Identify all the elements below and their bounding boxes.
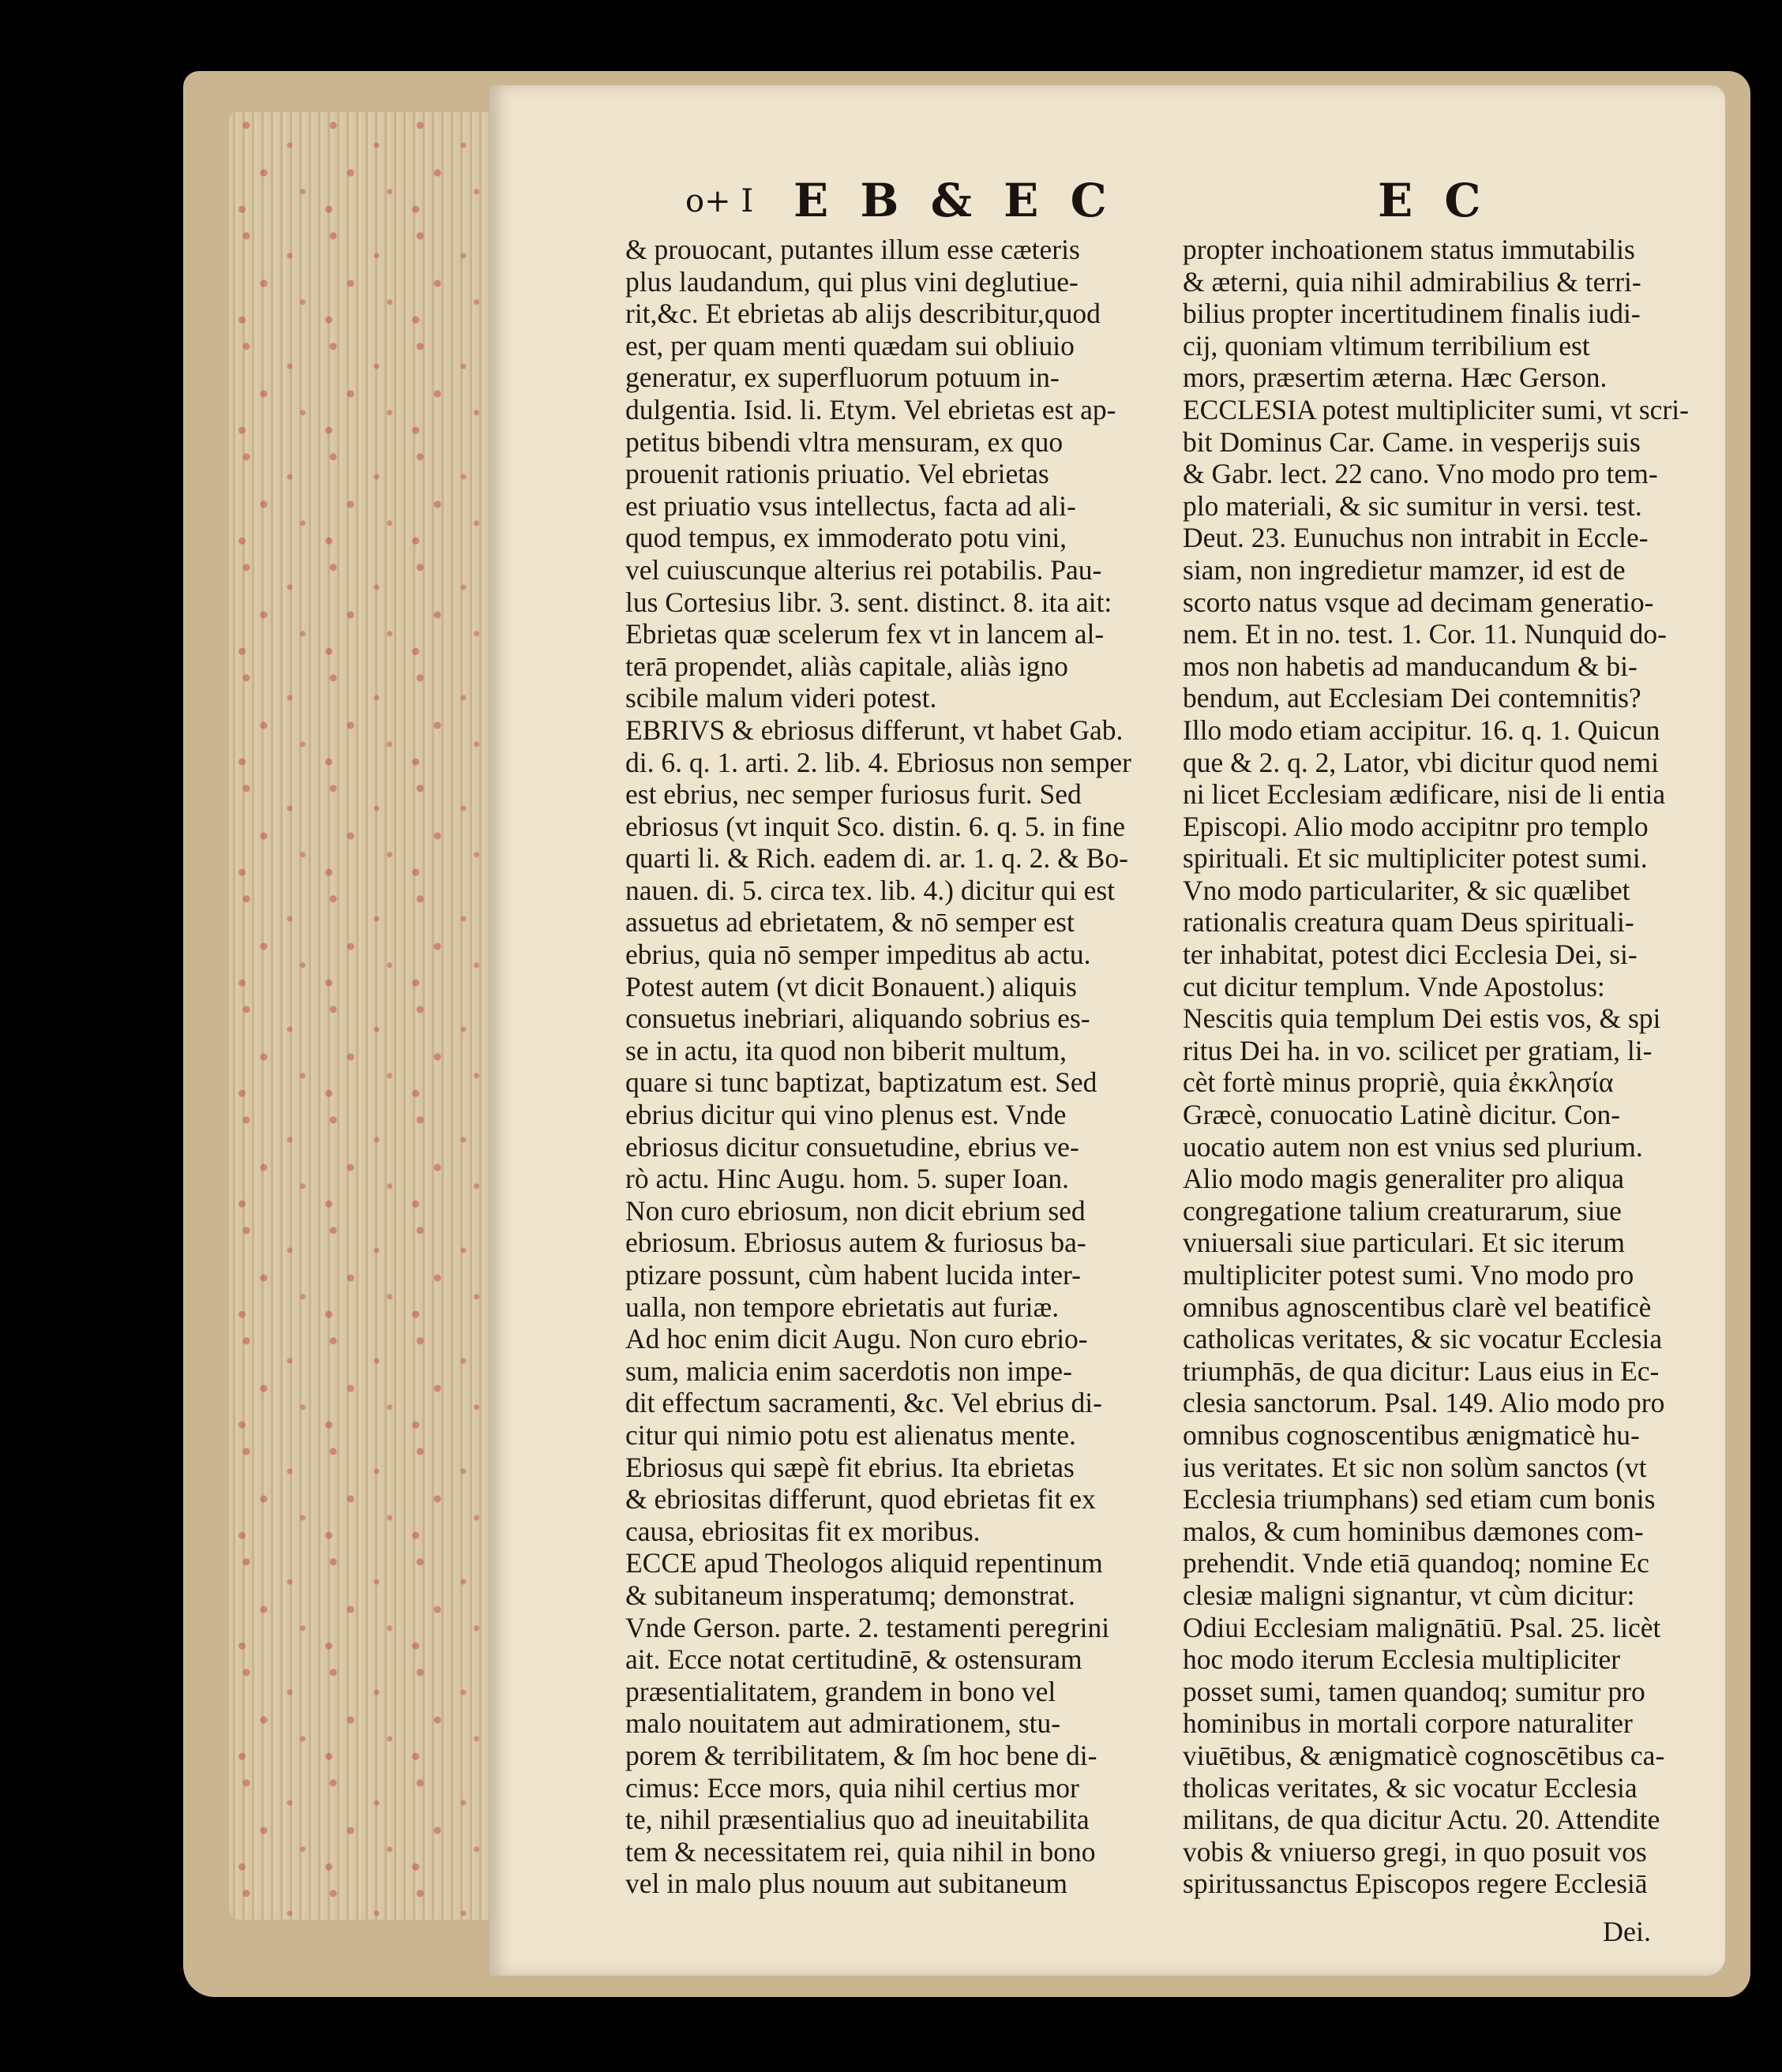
text-line: ritus Dei ha. in vo. scilicet per gratiam, li- <box>1183 1034 1653 1066</box>
text-line: prehendit. Vnde etiā quandoq; nomine Ec <box>1183 1547 1649 1579</box>
text-line: hominibus in mortali corpore naturaliter <box>1183 1707 1633 1740</box>
text-line: porem & terribilitatem, & ſm hoc bene di- <box>625 1739 1097 1771</box>
text-line: ebriosus (vt inquit Sco. distin. 6. q. 5. in fine <box>625 810 1126 842</box>
book-page <box>490 85 1725 1976</box>
text-line: malos, & cum hominibus dæmones com- <box>1183 1515 1644 1547</box>
text-line: & prouocant, putantes illum esse cæteris <box>625 234 1080 265</box>
text-line: plo materiali, & sic sumitur in versi. test. <box>1183 489 1642 522</box>
text-line: ni licet Ecclesiam ædificare, nisi de li entia <box>1183 778 1666 811</box>
text-line: Illo modo etiam accipitur. 16. q. 1. Quicun <box>1183 714 1660 746</box>
text-line: ebrius, quia nō semper impeditus ab actu. <box>625 939 1091 971</box>
text-line: cij, quoniam vltimum terribilium est <box>1183 329 1590 362</box>
text-line: & ebriositas differunt, quod ebrietas fit ex <box>625 1483 1096 1516</box>
text-line: tem & necessitatem rei, quia nihil in bono <box>625 1835 1096 1868</box>
text-line: que & 2. q. 2, Lator, vbi dicitur quod nemi <box>1183 746 1659 778</box>
text-line: quarti li. & Rich. eadem di. ar. 1. q. 2. & Bo- <box>625 842 1128 875</box>
text-line: spiritussanctus Episcopos regere Ecclesiā <box>1183 1868 1648 1900</box>
text-line: congregatione talium creaturarum, siue <box>1183 1194 1622 1227</box>
text-line: præsentialitatem, grandem in bono vel <box>625 1675 1056 1707</box>
text-line: ptizare possunt, cùm habent lucida inter- <box>625 1259 1081 1291</box>
text-line: rit,&c. Et ebrietas ab alijs describitur,quod <box>625 298 1101 330</box>
text-line: te, nihil præsentialius quo ad ineuitabilita <box>625 1804 1090 1836</box>
text-line: clesiæ maligni signantur, vt cùm dicitur: <box>1183 1579 1635 1611</box>
text-line: vel in malo plus nouum aut subitaneum <box>625 1868 1068 1900</box>
text-line: rò actu. Hinc Augu. hom. 5. super Ioan. <box>625 1163 1069 1195</box>
text-line: bendum, aut Ecclesiam Dei contemnitis? <box>1183 682 1641 714</box>
text-line: ebriosus dicitur consuetudine, ebrius ve- <box>625 1130 1079 1163</box>
text-line: prouenit rationis priuatio. Vel ebrietas <box>625 458 1049 490</box>
text-line: Non curo ebriosum, non dicit ebrium sed <box>625 1194 1086 1227</box>
text-line: posset sumi, tamen quandoq; sumitur pro <box>1183 1675 1645 1707</box>
text-line: & æterni, quia nihil admirabilius & terri- <box>1183 265 1641 298</box>
text-line: Deut. 23. Eunuchus non intrabit in Eccle- <box>1183 522 1649 554</box>
text-line: & Gabr. lect. 22 cano. Vno modo pro tem- <box>1183 458 1658 490</box>
text-line: est ebrius, nec semper furiosus furit. Sed <box>625 778 1082 811</box>
text-line: EBRIVS & ebriosus differunt, vt habet Gab. <box>625 714 1124 746</box>
text-line: ter inhabitat, potest dici Ecclesia Dei, si- <box>1183 939 1638 971</box>
right-text-column <box>1183 234 1720 1900</box>
text-line: quod tempus, ex immoderato potu vini, <box>625 522 1067 554</box>
text-line: est, per quam menti quædam sui obliuio <box>625 329 1075 362</box>
running-head-right: E C <box>1378 174 1489 227</box>
text-line: ECCLESIA potest multipliciter sumi, vt scri- <box>1183 393 1689 425</box>
text-line: vel cuiuscunque alterius rei potabilis. Pau- <box>625 553 1102 586</box>
text-line: cut dicitur templum. Vnde Apostolus: <box>1183 970 1605 1002</box>
text-line: se in actu, ita quod non biberit multum, <box>625 1034 1067 1066</box>
text-line: dulgentia. Isid. li. Etym. Vel ebrietas est ap- <box>625 393 1116 425</box>
text-line: Episcopi. Alio modo accipitnr pro templo <box>1183 810 1649 842</box>
text-line: scorto natus vsque ad decimam generatio- <box>1183 586 1654 618</box>
text-line: ECCE apud Theologos aliquid repentinum <box>625 1547 1103 1579</box>
text-line: Græcè, conuocatio Latinè dicitur. Con- <box>1183 1099 1621 1131</box>
text-line: militans, de qua dicitur Actu. 20. Attendite <box>1183 1804 1660 1836</box>
text-line: mors, præsertim æterna. Hæc Gerson. <box>1183 362 1608 394</box>
text-line: viuētibus, & ænigmaticè cognoscētibus ca- <box>1183 1739 1665 1771</box>
text-line: omnibus cognoscentibus ænigmaticè hu- <box>1183 1418 1640 1451</box>
text-line: lus Cortesius libr. 3. sent. distinct. 8. ita ait: <box>625 586 1112 618</box>
text-line: hoc modo iterum Ecclesia multipliciter <box>1183 1643 1621 1676</box>
left-text-column <box>625 234 1241 1900</box>
text-line: & subitaneum insperatumq; demonstrat. <box>625 1579 1075 1611</box>
text-line: vobis & vniuerso gregi, in quo posuit vos <box>1183 1835 1647 1868</box>
text-line: tholicas veritates, & sic vocatur Ecclesia <box>1183 1771 1638 1804</box>
text-line: generatur, ex superfluorum potuum in- <box>625 362 1060 394</box>
page-header <box>490 174 1725 229</box>
text-line: ebrius dicitur qui vino plenus est. Vnde <box>625 1099 1067 1131</box>
text-line: cimus: Ecce mors, quia nihil certius mor <box>625 1771 1079 1804</box>
text-line: Odiui Ecclesiam malignātiū. Psal. 25. licèt <box>1183 1611 1661 1643</box>
text-line: cèt fortè minus propriè, quia ἐκκλησία <box>1183 1066 1614 1099</box>
text-line: plus laudandum, qui plus vini deglutiue- <box>625 265 1079 298</box>
text-line: dit effectum sacramenti, &c. Vel ebrius di- <box>625 1387 1102 1419</box>
text-line: Potest autem (vt dicit Bonauent.) aliquis <box>625 970 1077 1002</box>
text-line: propter inchoationem status immutabilis <box>1183 234 1635 265</box>
text-line: Nescitis quia templum Dei estis vos, & spi <box>1183 1002 1661 1035</box>
text-line: quare si tunc baptizat, baptizatum est. Sed <box>625 1066 1097 1099</box>
text-line: assuetus ad ebrietatem, & nō semper est <box>625 906 1075 939</box>
text-line: est priuatio vsus intellectus, facta ad ali- <box>625 489 1076 522</box>
text-line: ait. Ecce notat certitudinē, & ostensuram <box>625 1643 1082 1676</box>
text-line: ius veritates. Et sic non solùm sanctos (vt <box>1183 1451 1647 1483</box>
text-line: triumphās, de qua dicitur: Laus eius in Ec- <box>1183 1354 1660 1387</box>
text-line: Vnde Gerson. parte. 2. testamenti peregrini <box>625 1611 1110 1643</box>
text-line: ebriosum. Ebriosus autem & furiosus ba- <box>625 1227 1086 1259</box>
speckled-edge-decoration <box>229 112 490 1920</box>
text-line: nem. Et in no. test. 1. Cor. 11. Nunquid do- <box>1183 618 1667 650</box>
text-line: Vno modo particulariter, & sic quælibet <box>1183 874 1630 906</box>
text-line: nauen. di. 5. circa tex. lib. 4.) dicitur qui est <box>625 874 1116 906</box>
catchword: Dei. <box>1603 1916 1651 1947</box>
text-line: Alio modo magis generaliter pro aliqua <box>1183 1163 1624 1195</box>
text-line: siam, non ingredietur mamzer, id est de <box>1183 553 1626 586</box>
text-line: uocatio autem non est vnius sed plurium. <box>1183 1130 1643 1163</box>
text-line: vniuersali siue particulari. Et sic iterum <box>1183 1227 1625 1259</box>
text-line: bilius propter incertitudinem finalis iudi- <box>1183 298 1641 330</box>
text-line: Ad hoc enim dicit Augu. Non curo ebrio- <box>625 1323 1088 1355</box>
text-line: scibile malum videri potest. <box>625 682 937 714</box>
page-number: o+ I <box>685 183 754 219</box>
text-line: Ebrietas quæ scelerum fex vt in lancem al- <box>625 618 1105 650</box>
text-line: catholicas veritates, & sic vocatur Ecclesia <box>1183 1323 1663 1355</box>
text-line: multipliciter potest sumi. Vno modo pro <box>1183 1259 1634 1291</box>
running-head-left: E B & E C <box>793 174 1115 227</box>
text-line: omnibus agnoscentibus clarè vel beatificè <box>1183 1291 1652 1323</box>
text-line: malo nouitatem aut admirationem, stu- <box>625 1707 1061 1740</box>
text-line: terā propendet, aliàs capitale, aliàs igno <box>625 650 1068 682</box>
text-line: rationalis creatura quam Deus spirituali- <box>1183 906 1634 939</box>
text-line: ualla, non tempore ebrietatis aut furiæ. <box>625 1291 1060 1323</box>
text-line: mos non habetis ad manducandum & bi- <box>1183 650 1638 682</box>
text-line: di. 6. q. 1. arti. 2. lib. 4. Ebriosus non semper <box>625 746 1131 778</box>
text-line: spirituali. Et sic multipliciter potest sumi. <box>1183 842 1648 875</box>
text-line: citur qui nimio potu est alienatus mente. <box>625 1418 1076 1451</box>
text-line: Ebriosus qui sæpè fit ebrius. Ita ebrietas <box>625 1451 1075 1483</box>
text-line: clesia sanctorum. Psal. 149. Alio modo pro <box>1183 1387 1665 1419</box>
text-line: sum, malicia enim sacerdotis non impe- <box>625 1354 1072 1387</box>
text-line: causa, ebriositas fit ex moribus. <box>625 1515 981 1547</box>
page-edges <box>229 112 490 1920</box>
text-line: bit Dominus Car. Came. in vesperijs suis <box>1183 425 1641 458</box>
text-line: Ecclesia triumphans) sed etiam cum bonis <box>1183 1483 1656 1516</box>
text-line: consuetus inebriari, aliquando sobrius es- <box>625 1002 1090 1035</box>
text-line: petitus bibendi vltra mensuram, ex quo <box>625 425 1064 458</box>
